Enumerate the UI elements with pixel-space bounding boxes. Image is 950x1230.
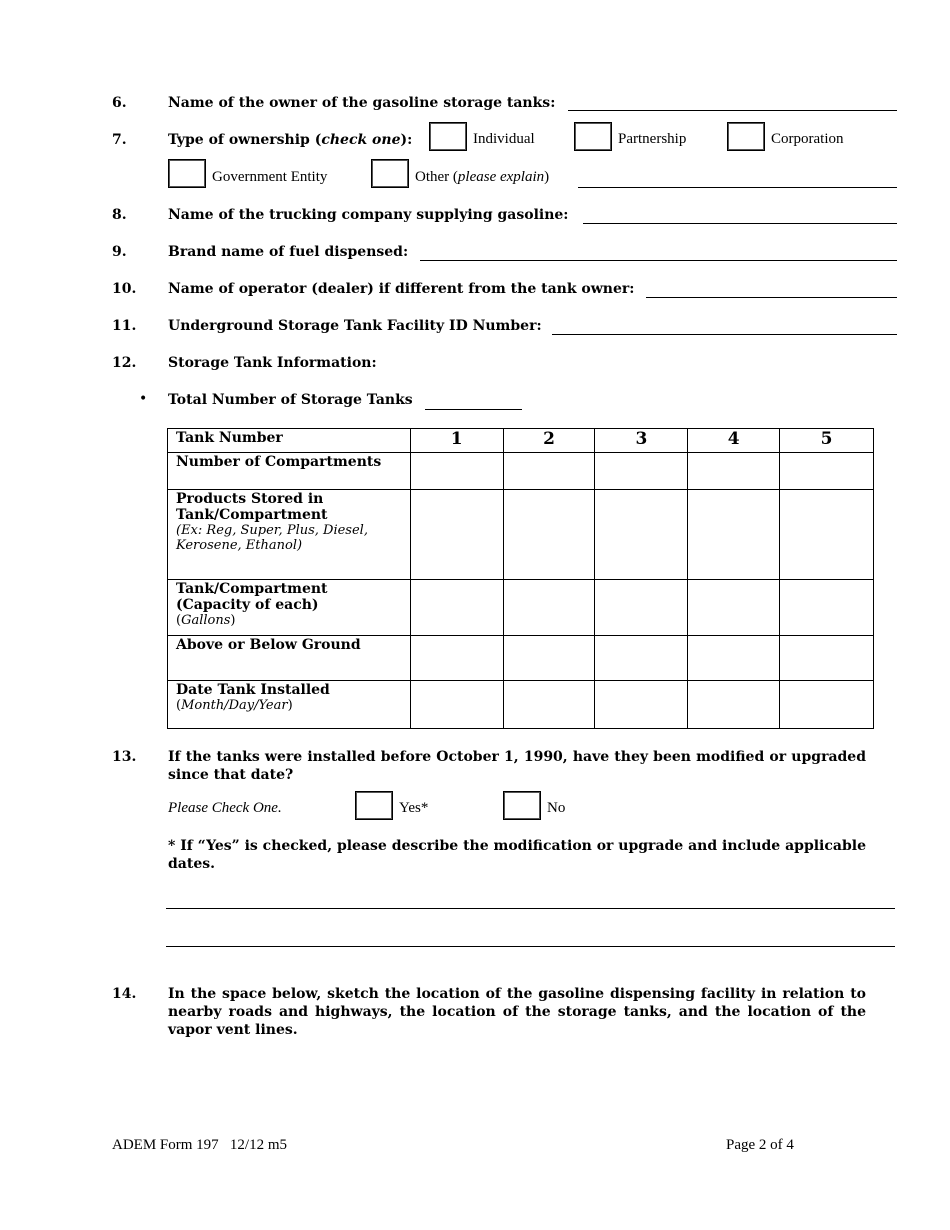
total-tanks-field[interactable] (425, 409, 522, 410)
table-row (168, 681, 874, 729)
table-cell[interactable] (780, 580, 874, 636)
table-cell[interactable] (410, 636, 503, 681)
q13-question: If the tanks were installed before October 1, 1990, have they been modified or upgraded since that date? (168, 749, 866, 783)
table-cell[interactable] (410, 580, 503, 636)
no-label: No (547, 800, 566, 816)
tank-column-header: 3 (595, 429, 688, 453)
individual-label: Individual (473, 131, 535, 147)
partnership-checkbox[interactable] (574, 122, 612, 151)
q8-label: Name of the trucking company supplying gasoline: (168, 207, 569, 223)
partnership-label: Partnership (618, 131, 687, 147)
q11-number: 11. (112, 318, 137, 334)
table-cell[interactable] (688, 453, 780, 490)
table-row (168, 580, 874, 636)
owner-name-field[interactable] (568, 110, 897, 111)
table-row (168, 453, 874, 490)
table-cell[interactable] (688, 636, 780, 681)
yes-explanation-note: * If “Yes” is checked, please describe the modification or upgrade and include applicable dates. (168, 838, 866, 872)
other-label: Other (please explain) (415, 169, 550, 185)
other-explain-field[interactable] (578, 187, 897, 188)
tank-column-header: 1 (410, 429, 503, 453)
row-label: Date Tank Installed (Month/Day/Year) (168, 681, 411, 729)
table-cell[interactable] (503, 681, 595, 729)
row-label: Number of Compartments (168, 453, 411, 490)
row-label: Products Stored in Tank/Compartment (Ex: Reg, Super, Plus, Diesel, Kerosene, Ethanol) (168, 490, 411, 580)
q6-number: 6. (112, 95, 127, 111)
form-id: ADEM Form 197 12/12 m5 (112, 1137, 288, 1153)
operator-name-field[interactable] (646, 297, 897, 298)
modification-description-line[interactable] (166, 946, 895, 947)
total-tanks-label: Total Number of Storage Tanks (168, 392, 413, 408)
q8-number: 8. (112, 207, 127, 223)
tank-info-table (167, 428, 874, 729)
no-checkbox[interactable] (503, 791, 541, 820)
government-entity-label: Government Entity (212, 169, 328, 185)
facility-id-field[interactable] (552, 334, 897, 335)
q7-label: Type of ownership (check one): (168, 132, 413, 148)
sketch-area[interactable] (166, 1045, 895, 1125)
yes-label: Yes* (399, 800, 429, 816)
tank-column-header: 2 (503, 429, 595, 453)
table-cell[interactable] (780, 453, 874, 490)
table-header-row (168, 429, 874, 453)
table-row (168, 636, 874, 681)
tank-column-header: 5 (780, 429, 874, 453)
fuel-brand-field[interactable] (420, 260, 897, 261)
q10-number: 10. (112, 281, 137, 297)
q14-instruction: In the space below, sketch the location of the gasoline dispensing facility in relation to nearby roads and highways, the location of the storage tanks, and the location of the vapor vent lines. (168, 986, 866, 1038)
other-checkbox[interactable] (371, 159, 409, 188)
individual-checkbox[interactable] (429, 122, 467, 151)
tank-number-header: Tank Number (168, 429, 411, 453)
table-cell[interactable] (595, 580, 688, 636)
q10-label: Name of operator (dealer) if different from the tank owner: (168, 281, 635, 297)
q12-label: Storage Tank Information: (168, 355, 377, 371)
table-row (168, 490, 874, 580)
table-cell[interactable] (410, 453, 503, 490)
table-cell[interactable] (595, 490, 688, 580)
check-one-prompt: Please Check One. (168, 800, 282, 816)
q9-number: 9. (112, 244, 127, 260)
table-cell[interactable] (780, 681, 874, 729)
table-cell[interactable] (688, 681, 780, 729)
tank-column-header: 4 (688, 429, 780, 453)
table-cell[interactable] (688, 580, 780, 636)
modification-description-line[interactable] (166, 908, 895, 909)
table-cell[interactable] (780, 490, 874, 580)
row-label: Tank/Compartment (Capacity of each) (Gallons) (168, 580, 411, 636)
table-cell[interactable] (503, 453, 595, 490)
q7-number: 7. (112, 132, 127, 148)
table-cell[interactable] (595, 681, 688, 729)
page-number: Page 2 of 4 (726, 1137, 794, 1153)
bullet-icon: • (139, 391, 148, 407)
trucking-company-field[interactable] (583, 223, 897, 224)
q6-label: Name of the owner of the gasoline storage tanks: (168, 95, 556, 111)
table-cell[interactable] (780, 636, 874, 681)
q14-number: 14. (112, 986, 137, 1002)
table-cell[interactable] (688, 490, 780, 580)
table-cell[interactable] (503, 636, 595, 681)
table-cell[interactable] (410, 681, 503, 729)
q13-number: 13. (112, 749, 137, 765)
table-cell[interactable] (410, 490, 503, 580)
row-label: Above or Below Ground (168, 636, 411, 681)
table-cell[interactable] (595, 453, 688, 490)
table-cell[interactable] (595, 636, 688, 681)
government-entity-checkbox[interactable] (168, 159, 206, 188)
table-cell[interactable] (503, 580, 595, 636)
q12-number: 12. (112, 355, 137, 371)
yes-checkbox[interactable] (355, 791, 393, 820)
table-cell[interactable] (503, 490, 595, 580)
q11-label: Underground Storage Tank Facility ID Number: (168, 318, 542, 334)
corporation-label: Corporation (771, 131, 844, 147)
corporation-checkbox[interactable] (727, 122, 765, 151)
q9-label: Brand name of fuel dispensed: (168, 244, 409, 260)
